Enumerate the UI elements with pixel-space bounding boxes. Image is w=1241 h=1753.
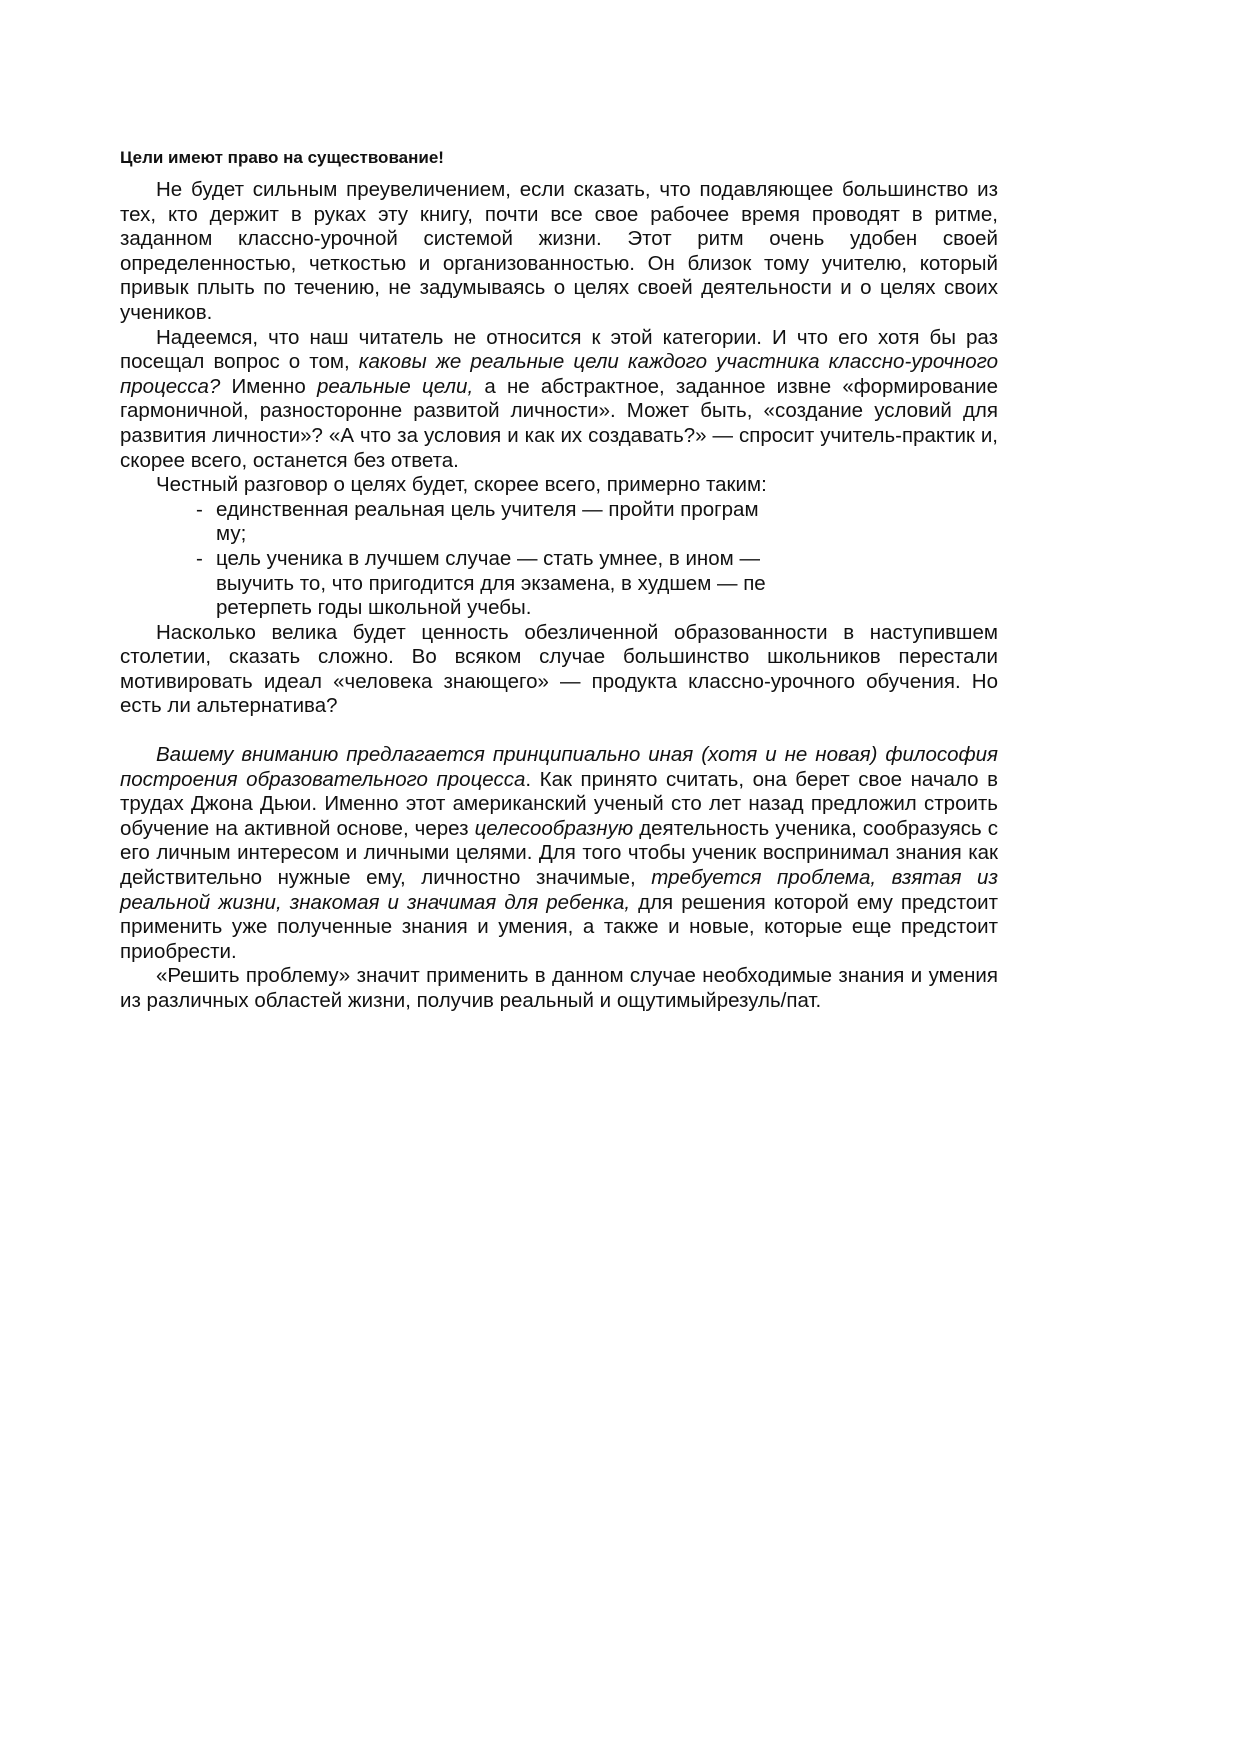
list-item	[196, 547, 956, 621]
paragraph-4: Насколько велика будет ценность обезличенной образованности в наступившем столетии, сказать сложно. Во всяком случае большинство школьников перестали мотивировать идеал «человека знающего» — продукта классно-урочного обучения. Но есть ли альтернатива?	[120, 620, 998, 718]
paragraph-5-italic-purposeful: целесообразную	[474, 816, 634, 840]
paragraph-5-text-f: для решения которой ему предстоит применить уже полученные знания и умения, а также и новые, которые еще предстоит приобрести.	[120, 890, 998, 963]
list-item-line: му;	[216, 522, 247, 546]
list-item-line: единственная реальная цель учителя — пройти програм	[216, 497, 759, 521]
paragraph-6: «Решить проблему» значит применить в данном случае необходимые знания и умения из различных областей жизни, получив реальный и ощутимыйрезуль/пат.	[120, 964, 998, 1012]
paragraph-5-text-d: деятельность ученика, сообразуясь с его личным интересом и личными целями. Для того чтобы ученик воспринимал знания как действительно нужные ему, личностно значимые,	[120, 816, 998, 890]
paragraph-5-text-b: . Как принято считать, она берет свое начало в трудах Джона Дьюи. Именно этот американский ученый сто лет назад предложил строить обучение на активной основе, через	[120, 767, 998, 840]
paragraph-3: Честный разговор о целях будет, скорее всего, примерно таким:	[156, 473, 767, 497]
list-item	[196, 498, 956, 547]
paragraph-5-italic-philosophy: Вашему вниманию предлагается принципиально иная (хотя и не новая) философия построения образовательного процесса	[120, 743, 998, 791]
dash-marker: -	[196, 546, 203, 570]
document-body	[120, 148, 998, 1014]
list-item-line: ретерпеть годы школьной учебы.	[216, 596, 532, 620]
paragraph-1: Не будет сильным преувеличением, если сказать, что подавляющее большинство из тех, кто держит в руках эту книгу, почти все свое рабочее время проводят в ритме, заданном классно-урочной системой жизни. Этот ритм очень удобен своей определенностью, четкостью и организованностью. Он близок тому учителю, который привык плыть по течению, не задумываясь о целях своей деятельности и о целях своих учеников.	[120, 178, 998, 324]
list-item-line: цель ученика в лучшем случае — стать умнее, в ином —	[216, 546, 760, 570]
paragraph-2-text-c: Именно	[220, 374, 317, 398]
paragraph-2-italic-real-goals: реальные цели,	[316, 374, 474, 398]
paragraph-2-text-a: Надеемся, что наш читатель не относится к этой категории. И что его хотя бы раз посещал вопрос о том,	[120, 325, 998, 374]
section-title: Цели имеют право на существование!	[120, 148, 444, 167]
paragraph-2-text-e: а не абстрактное, заданное извне «формирование гармоничной, разносторонне развитой личности». Может быть, «создание условий для развития личности»? «А что за условия и как их создавать?» — спросит учитель-практик и, скорее всего, останется без ответа.	[120, 374, 999, 472]
paragraph-5	[120, 743, 998, 964]
dash-marker: -	[196, 497, 203, 521]
goals-list	[120, 498, 956, 621]
paragraph-spacer	[120, 719, 998, 743]
paragraph-5-italic-problem: требуется проблема, взятая из реальной жизни, знакомая и значимая для ребенка,	[120, 866, 998, 914]
paragraph-2-italic-question: каковы же реальные цели каждого участника классно-урочного процесса?	[120, 350, 998, 398]
paragraph-2	[120, 326, 998, 474]
list-item-line: выучить то, что пригодится для экзамена, в худшем — пе	[216, 571, 766, 595]
